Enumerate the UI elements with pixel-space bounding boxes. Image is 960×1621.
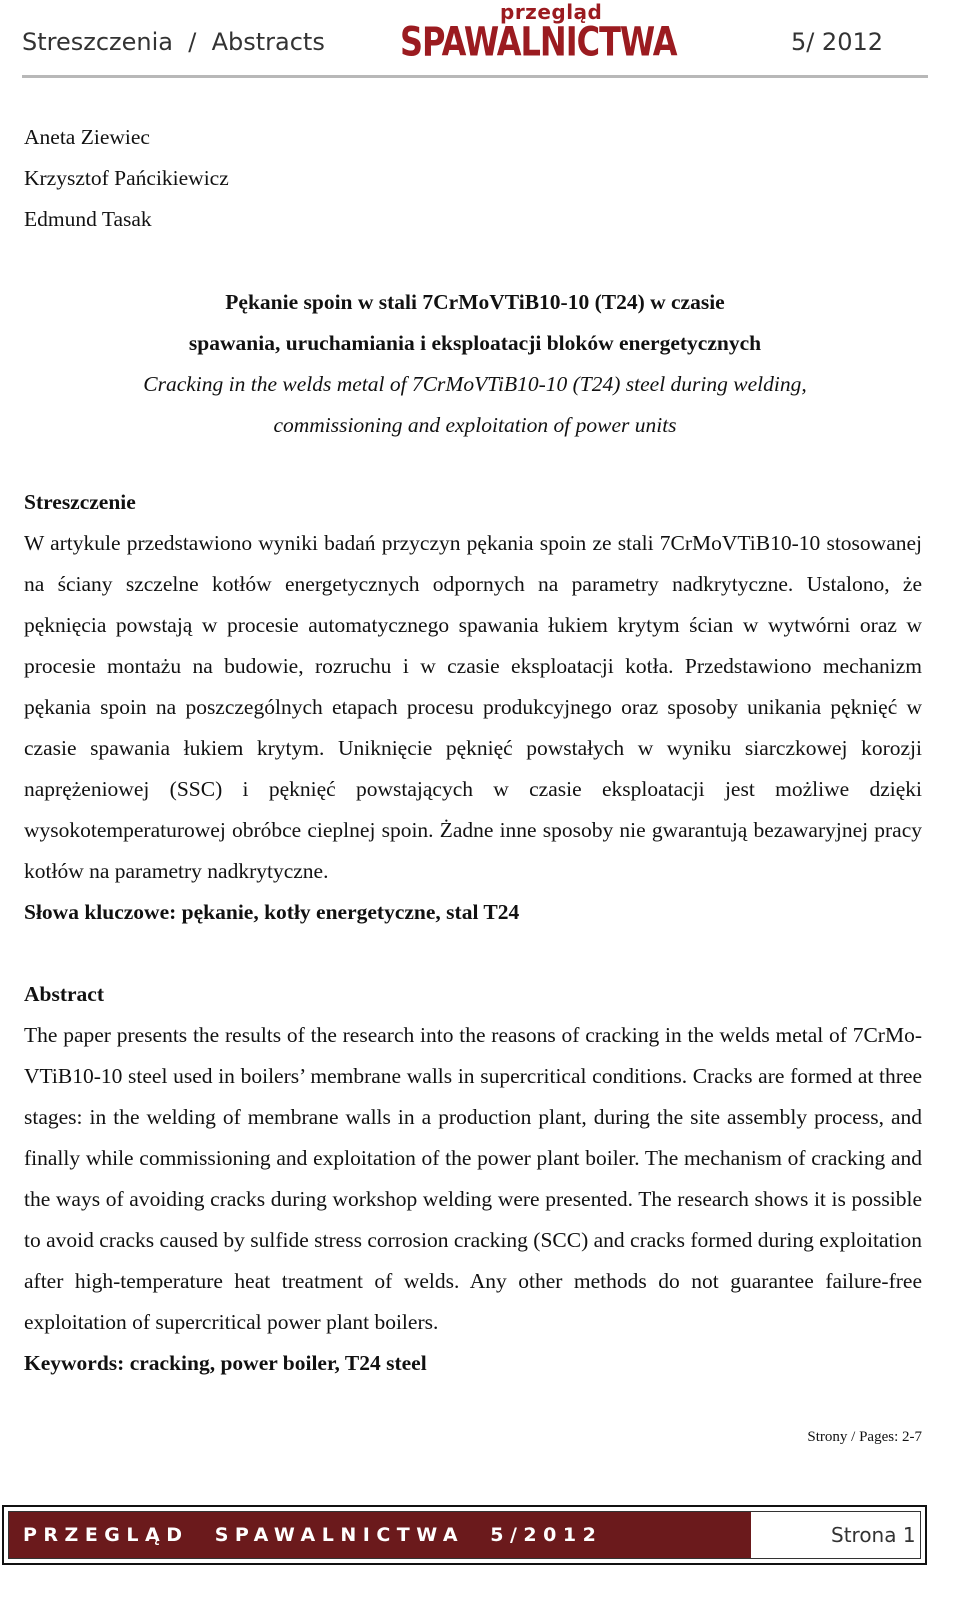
title-en-line: commissioning and exploitation of power units <box>273 413 677 437</box>
streszczenie-keywords: Słowa kluczowe: pękanie, kotły energetyczne, stal T24 <box>24 900 520 924</box>
author: Krzysztof Pańcikiewicz <box>24 166 229 190</box>
page-header <box>22 0 927 78</box>
header-issue: 5/ 2012 <box>790 28 883 56</box>
header-section-label: Streszczenia / Abstracts <box>22 28 325 56</box>
abstract-keywords: Keywords: cracking, power boiler, T24 steel <box>24 1351 427 1375</box>
header-divider <box>22 75 928 78</box>
title-pl-line: Pękanie spoin w stali 7CrMoVTiB10-10 (T24) w czasie <box>225 290 725 314</box>
pages-range: Strony / Pages: 2-7 <box>807 1429 922 1445</box>
streszczenie-body: W artykule przedstawiono wyniki badań przyczyn pękania spoin ze stali 7CrMoVTiB10-10 stosowanej na ściany szczelne kotłów energetycznych odpornych na parametry nadkrytyczne. Ustalono, że pęknięcia powstają w procesie automatycznego spawania łukiem krytym ścian w wytwórni oraz w procesie montażu na budowie, rozruchu i w czasie eksploatacji kotła. Przedstawiono mechanizm pękania spoin na poszczególnych etapach procesu produkcyjnego oraz sposoby unikania pęknięć w czasie spawania łukiem krytym. Uniknięcie pęknięć powstałych w wyniku siarczkowej korozji naprężeniowej (SSC) i pęknięć powstających w czasie eksploatacji jest możliwe dzięki wysokotemperaturowej obróbce cieplnej spoin. Żadne inne sposoby nie gwarantują bezawaryjnej pracy kotłów na parametry nadkrytyczne. <box>24 531 922 883</box>
streszczenie-heading: Streszczenie <box>24 490 136 514</box>
logo-main-text: SPAWALNICTWA <box>400 18 677 66</box>
abstract-section <box>24 974 922 1384</box>
page-footer <box>2 1505 927 1565</box>
footer-page-number: Strona 1 <box>831 1523 916 1547</box>
logo-small-text: przegląd <box>500 0 603 24</box>
author-list <box>24 117 229 240</box>
author: Aneta Ziewiec <box>24 125 150 149</box>
abstract-heading: Abstract <box>24 982 105 1006</box>
streszczenie-section <box>24 482 922 933</box>
footer-journal: PRZEGLĄD SPAWALNICTWA 5/2012 <box>9 1512 751 1558</box>
title-en-line: Cracking in the welds metal of 7CrMoVTiB10-10 (T24) steel during welding, <box>143 372 807 396</box>
footer-frame <box>8 1511 921 1559</box>
abstract-body: The paper presents the results of the research into the reasons of cracking in the welds metal of 7CrMo- VTiB10-10 steel used in boilers’ membrane walls in supercritical conditions. Cracks are formed at three stages: in the welding of membrane walls in a production plant, during the site assembly process, and finally while commissioning and exploitation of the power plant boiler. The mechanism of cracking and the ways of avoiding cracks during workshop welding were presented. The research shows it is possible to avoid cracks caused by sulfide stress corrosion cracking (SCC) and cracks formed during exploitation after high-temperature heat treatment of welds. Any other methods do not guarantee failure-free exploitation of supercritical power plant boilers. <box>24 1023 922 1334</box>
author: Edmund Tasak <box>24 207 152 231</box>
journal-logo <box>400 0 677 66</box>
title-pl-line: spawania, uruchamiania i eksploatacji bloków energetycznych <box>188 331 762 355</box>
article-titles <box>22 282 928 446</box>
